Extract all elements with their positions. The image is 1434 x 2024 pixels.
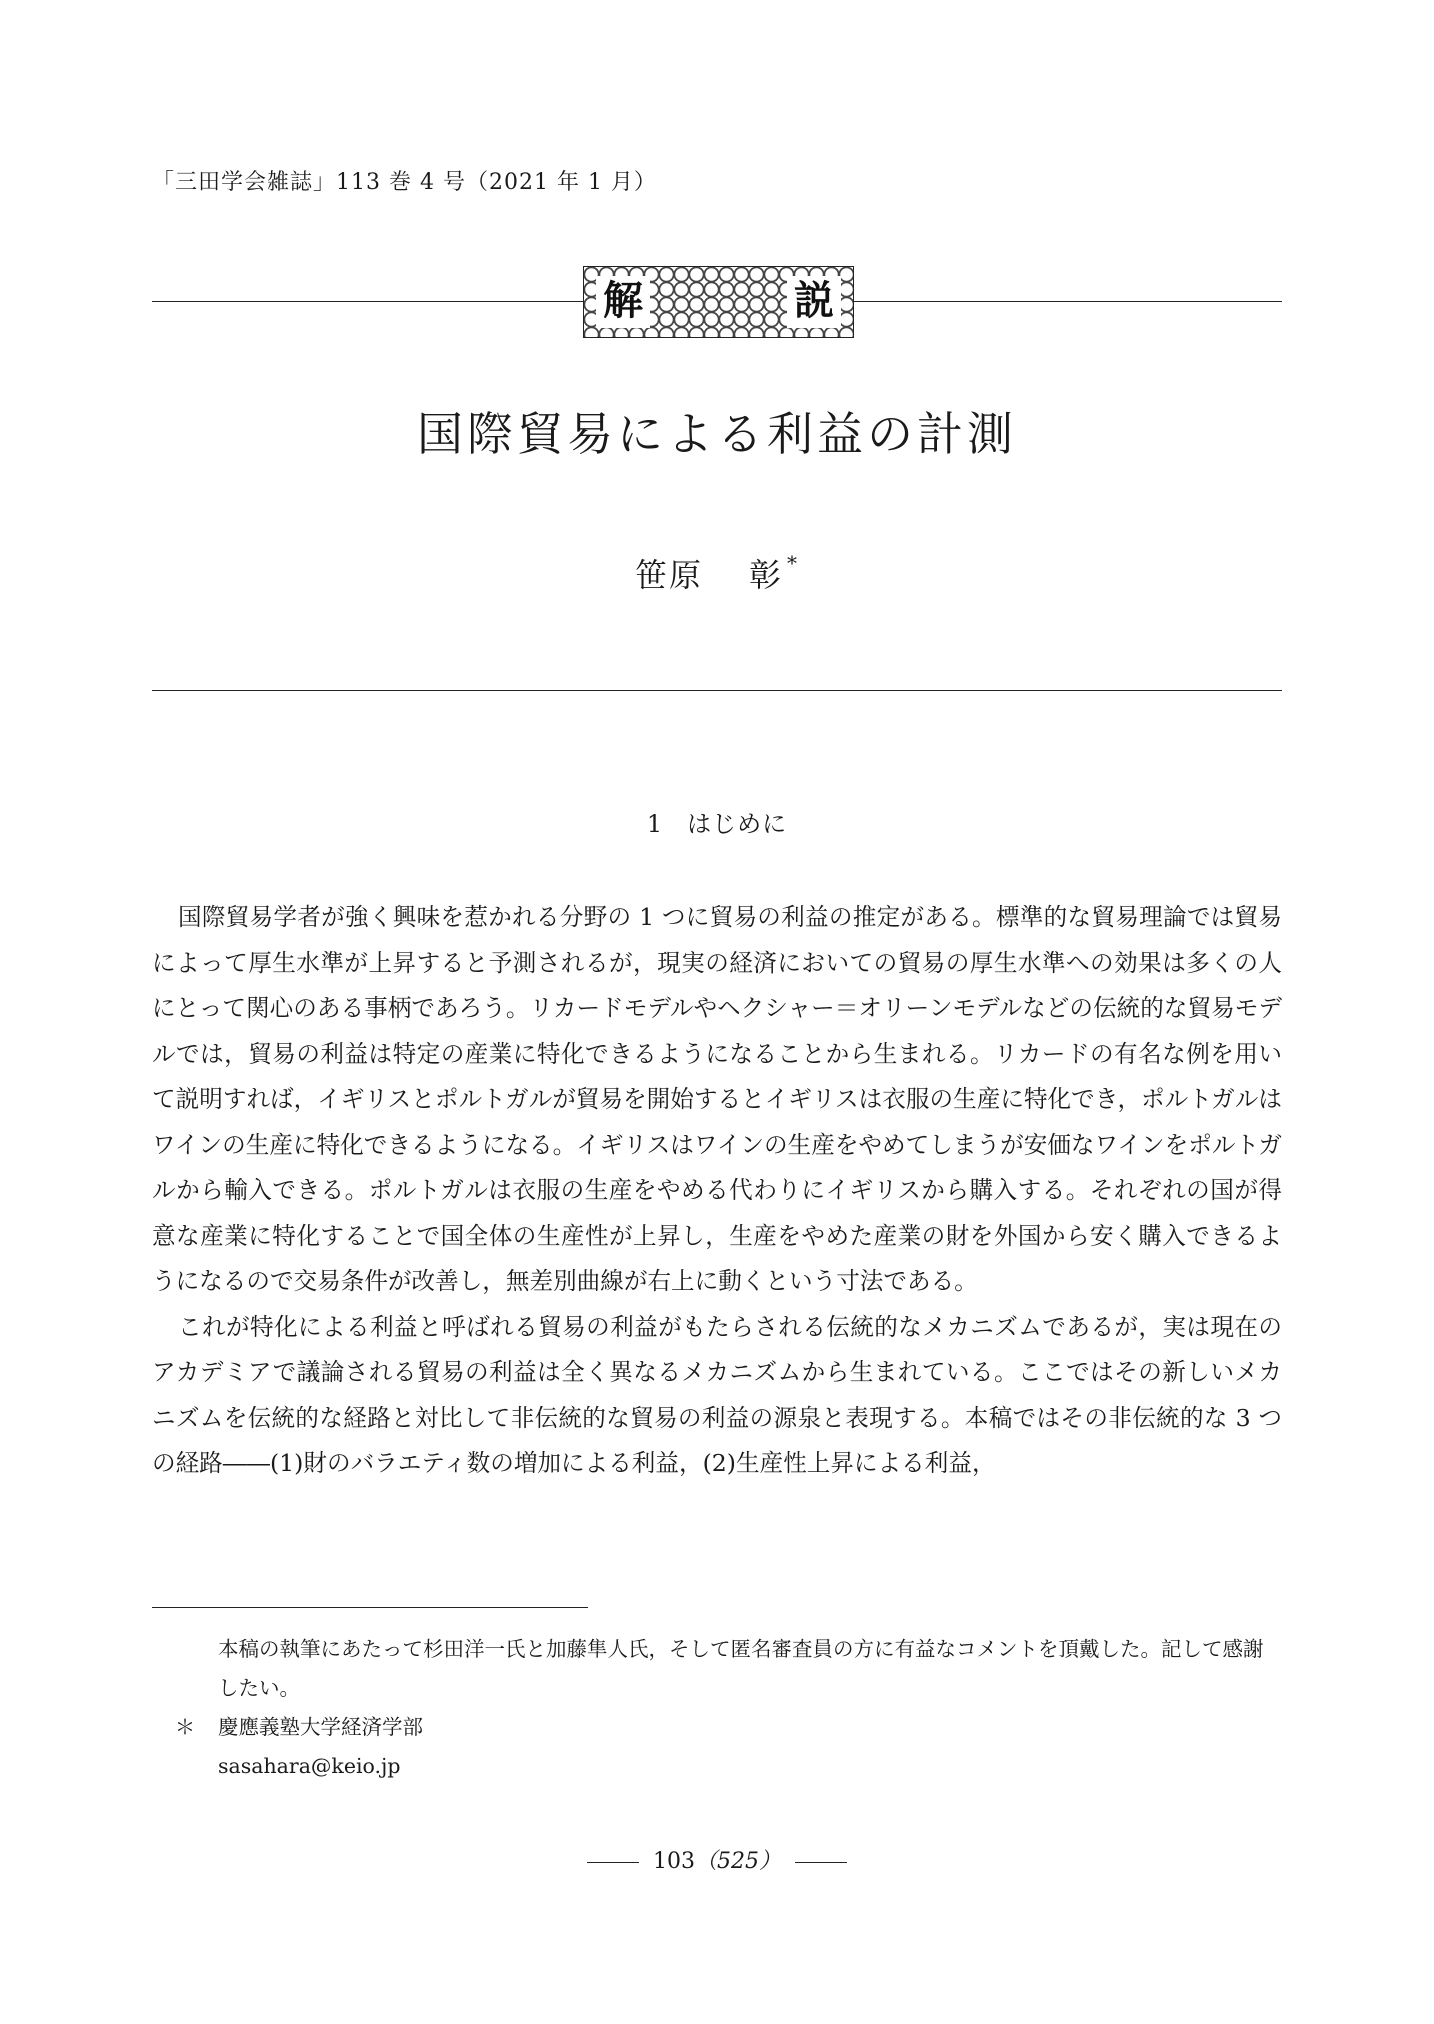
banner-char-left: 解 (596, 276, 650, 328)
author (0, 550, 1434, 596)
acknowledgment-note: 本稿の執筆にあたって杉田洋一氏と加藤隼人氏，そして匿名審査員の方に有益なコメントを頂戴した。記して感謝したい。 (218, 1637, 1264, 1700)
article-title: 国際貿易による利益の計測 (417, 407, 1017, 461)
affiliation-mark: ＊ (174, 1715, 196, 1739)
banner-patterned-box (583, 266, 854, 338)
article-type-banner (152, 266, 1282, 338)
title-divider (152, 690, 1282, 691)
footnotes (152, 1630, 1282, 1786)
author-given-name: 彰 (749, 556, 784, 594)
footnote-divider (152, 1607, 588, 1608)
author-email: sasahara@keio.jp (218, 1754, 401, 1778)
author-footnote-mark: * (787, 551, 800, 575)
section-number: 1 (646, 810, 664, 838)
paragraph: 国際貿易学者が強く興味を惹かれる分野の 1 つに貿易の利益の推定がある。標準的な貿易理論では貿易によって厚生水準が上昇すると予測されるが，現実の経済においての貿易の厚生水準への効果は多くの人にとって関心のある事柄であろう。リカードモデルやヘクシャー＝オリーンモデルなどの伝統的な貿易モデルでは，貿易の利益は特定の産業に特化できるようになることから生まれる。リカードの有名な例を用いて説明すれば，イギリスとポルトガルが貿易を開始するとイギリスは衣服の生産に特化でき，ポルトガルはワインの生産に特化できるようになる。イギリスはワインの生産をやめてしまうが安価なワインをポルトガルから輸入できる。ポルトガルは衣服の生産をやめる代わりにイギリスから購入する。それぞれの国が得意な産業に特化することで国全体の生産性が上昇し，生産をやめた産業の財を外国から安く購入できるようになるので交易条件が改善し，無差別曲線が右上に動くという寸法である。 (152, 903, 1282, 1295)
paragraph: これが特化による利益と呼ばれる貿易の利益がもたらされる伝統的なメカニズムであるが，実は現在のアカデミアで議論される貿易の利益は全く異なるメカニズムから生まれている。ここではその新しいメカニズムを伝統的な経路と対比して非伝統的な貿易の利益の源泉と表現する。本稿ではその非伝統的な 3 つの経路――(1)財のバラエティ数の増加による利益，(2)生産性上昇による利益， (152, 1312, 1282, 1477)
section-heading (0, 804, 1434, 839)
cumulative-page-number: （525） (695, 1849, 781, 1874)
body-text (152, 895, 1282, 1487)
affiliation-text: 慶應義塾大学経済学部 (218, 1715, 423, 1739)
journal-citation: 「三田学会雑誌」113 巻 4 号（2021 年 1 月） (152, 170, 657, 195)
affiliation-note (152, 1708, 1282, 1747)
banner-char-right: 説 (787, 276, 841, 328)
author-surname: 笹原 (634, 556, 703, 594)
page-number (0, 1844, 1434, 1875)
page-dash-right (795, 1862, 847, 1863)
page-dash-left (587, 1862, 639, 1863)
section-title: はじめに (687, 810, 788, 838)
page-number-value: 103 (653, 1849, 695, 1874)
